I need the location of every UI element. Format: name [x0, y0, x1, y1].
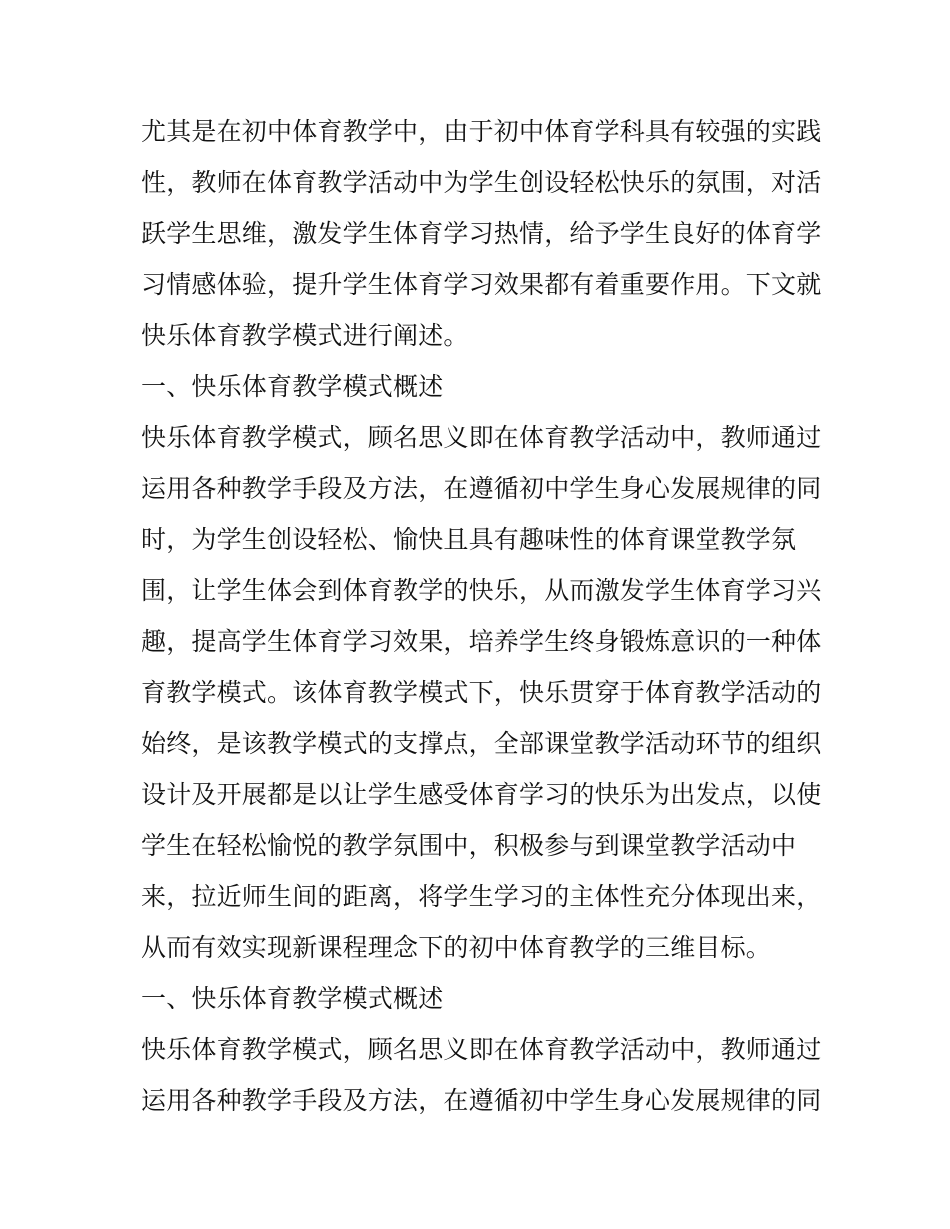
paragraph-line: 来，拉近师生间的距离，将学生学习的主体性充分体现出来， [141, 882, 821, 911]
paragraph-line: 从而有效实现新课程理念下的初中体育教学的三维目标。 [141, 933, 772, 962]
paragraph-line: 始终，是该教学模式的支撑点，全部课堂教学活动环节的组织 [141, 729, 821, 758]
paragraph-line: 时，为学生创设轻松、愉快且具有趣味性的体育课堂教学氛 [141, 525, 797, 554]
paragraph-line: 性，教师在体育教学活动中为学生创设轻松快乐的氛围，对活 [141, 168, 821, 197]
paragraph-line: 习情感体验，提升学生体育学习效果都有着重要作用。下文就 [141, 270, 821, 299]
paragraph-line: 学生在轻松愉悦的教学氛围中，积极参与到课堂教学活动中 [141, 831, 797, 860]
paragraph-line: 快乐体育教学模式，顾名思义即在体育教学活动中，教师通过 [141, 1035, 821, 1064]
section-heading: 一、快乐体育教学模式概述 [141, 984, 444, 1013]
paragraph-line: 运用各种教学手段及方法，在遵循初中学生身心发展规律的同 [141, 1086, 821, 1115]
section-heading: 一、快乐体育教学模式概述 [141, 372, 444, 401]
paragraph-line: 快乐体育教学模式进行阐述。 [141, 321, 469, 350]
paragraph-line: 运用各种教学手段及方法，在遵循初中学生身心发展规律的同 [141, 474, 821, 503]
paragraph-line: 育教学模式。该体育教学模式下，快乐贯穿于体育教学活动的 [141, 678, 821, 707]
paragraph-line: 设计及开展都是以让学生感受体育学习的快乐为出发点，以使 [141, 780, 821, 809]
paragraph-line: 跃学生思维，激发学生体育学习热情，给予学生良好的体育学 [141, 219, 821, 248]
paragraph-line: 尤其是在初中体育教学中，由于初中体育学科具有较强的实践 [141, 117, 821, 146]
document-body [141, 106, 821, 1126]
paragraph-line: 快乐体育教学模式，顾名思义即在体育教学活动中，教师通过 [141, 423, 821, 452]
paragraph-line: 围，让学生体会到体育教学的快乐，从而激发学生体育学习兴 [141, 576, 821, 605]
paragraph-line: 趣，提高学生体育学习效果，培养学生终身锻炼意识的一种体 [141, 627, 821, 656]
